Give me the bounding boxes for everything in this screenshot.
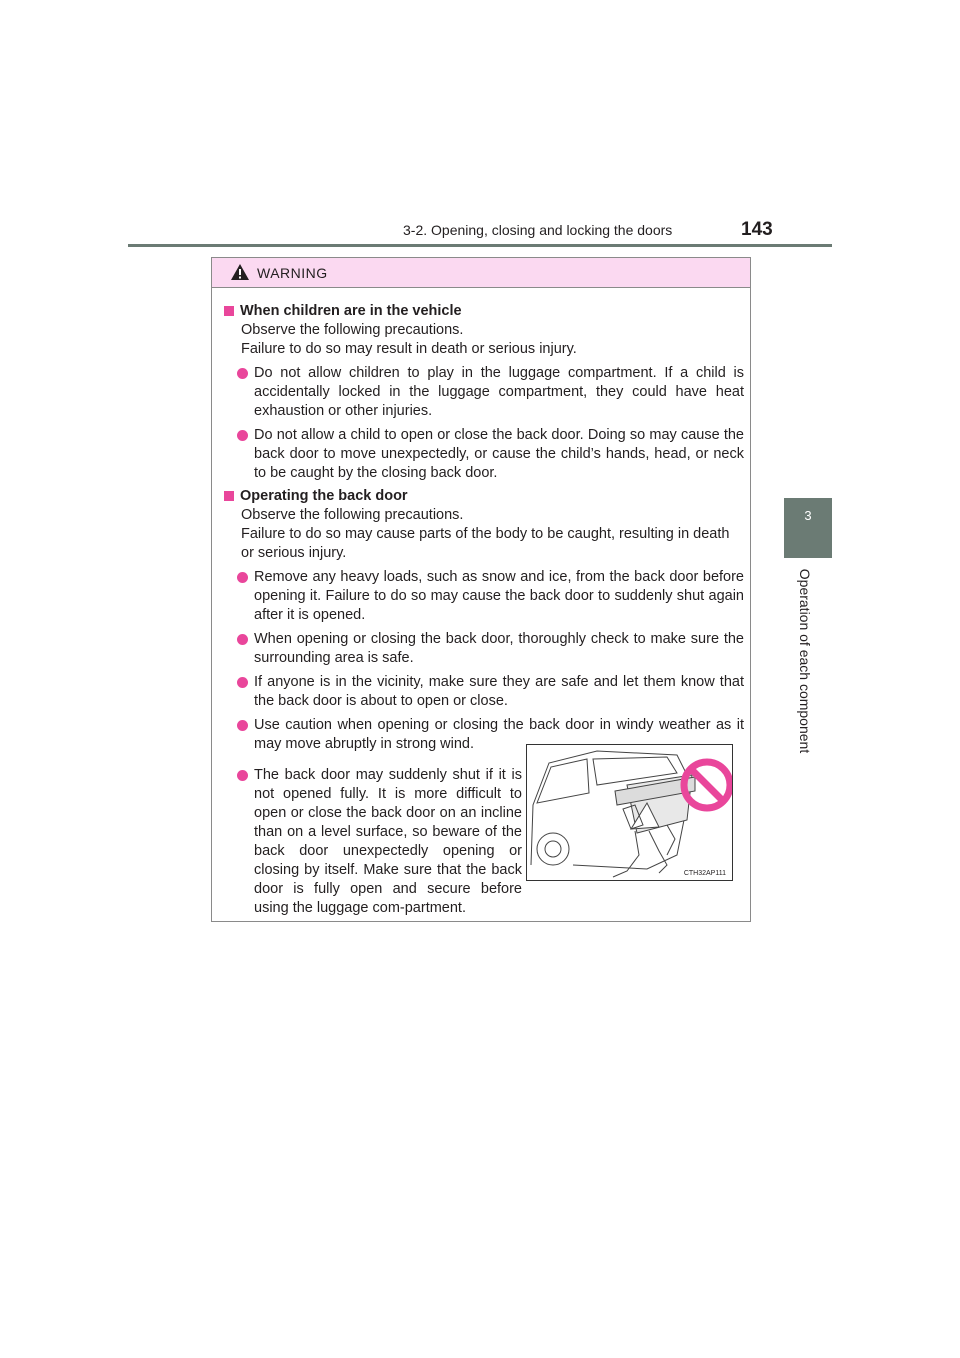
warning-title: WARNING [257, 265, 328, 281]
list-item: The back door may suddenly shut if it is not opened fully. It is more difficult to open or close the back door on an incline than on a level surface, so beware of the back door unexpectedly opening or closing by itself. Make sure that the back door is fully open and secure before using the luggage com-partment. [222, 766, 522, 918]
car-back-door-icon [527, 745, 733, 881]
dot-bullet-icon [237, 720, 248, 731]
dot-bullet-icon [237, 770, 248, 781]
dot-bullet-icon [237, 572, 248, 583]
intro-line: Observe the following precautions. [241, 507, 464, 523]
list-item: If anyone is in the vicinity, make sure they are safe and let them know that the back door is about to open or close. [222, 673, 744, 711]
illustration-code: CTH32AP111 [683, 870, 726, 877]
chapter-tab [784, 498, 832, 558]
intro-line: Observe the following precautions. [241, 322, 464, 338]
dot-bullet-icon [237, 634, 248, 645]
list-item: Do not allow children to play in the luggage compartment. If a child is accidentally locked in the luggage compartment, they could have heat exhaustion or other injuries. [222, 364, 744, 421]
list-item: Remove any heavy loads, such as snow and ice, from the back door before opening it. Failure to do so may cause the back door to suddenly shut again after it is opened. [222, 568, 744, 625]
square-bullet-icon [224, 306, 234, 316]
header-divider [128, 244, 832, 247]
list-item: When opening or closing the back door, thoroughly check to make sure the surrounding area is safe. [222, 630, 744, 668]
chapter-title: Operation of each component [797, 568, 813, 754]
section-header: 3-2. Opening, closing and locking the doors [403, 222, 673, 238]
list-item: Use caution when opening or closing the back door in windy weather as it may move abruptly in strong wind. [222, 716, 744, 754]
back-door-illustration [526, 744, 733, 881]
intro-line: Failure to do so may cause parts of the body to be caught, resulting in death or serious injury. [241, 526, 730, 561]
list-item: Do not allow a child to open or close the back door. Doing so may cause the back door to move unexpectedly, or cause the child’s hands, head, or neck to be caught by the closing back door. [222, 426, 744, 483]
dot-bullet-icon [237, 430, 248, 441]
dot-bullet-icon [237, 677, 248, 688]
dot-bullet-icon [237, 368, 248, 379]
warning-header [212, 258, 750, 288]
warning-triangle-icon [230, 263, 250, 281]
square-bullet-icon [224, 491, 234, 501]
chapter-number: 3 [804, 508, 812, 523]
intro-line: Failure to do so may result in death or serious injury. [241, 341, 577, 357]
page-number: 143 [741, 219, 773, 240]
section-title-back-door: Operating the back door [222, 487, 744, 506]
chapter-label [774, 564, 836, 758]
section-title-children: When children are in the vehicle [222, 302, 744, 321]
